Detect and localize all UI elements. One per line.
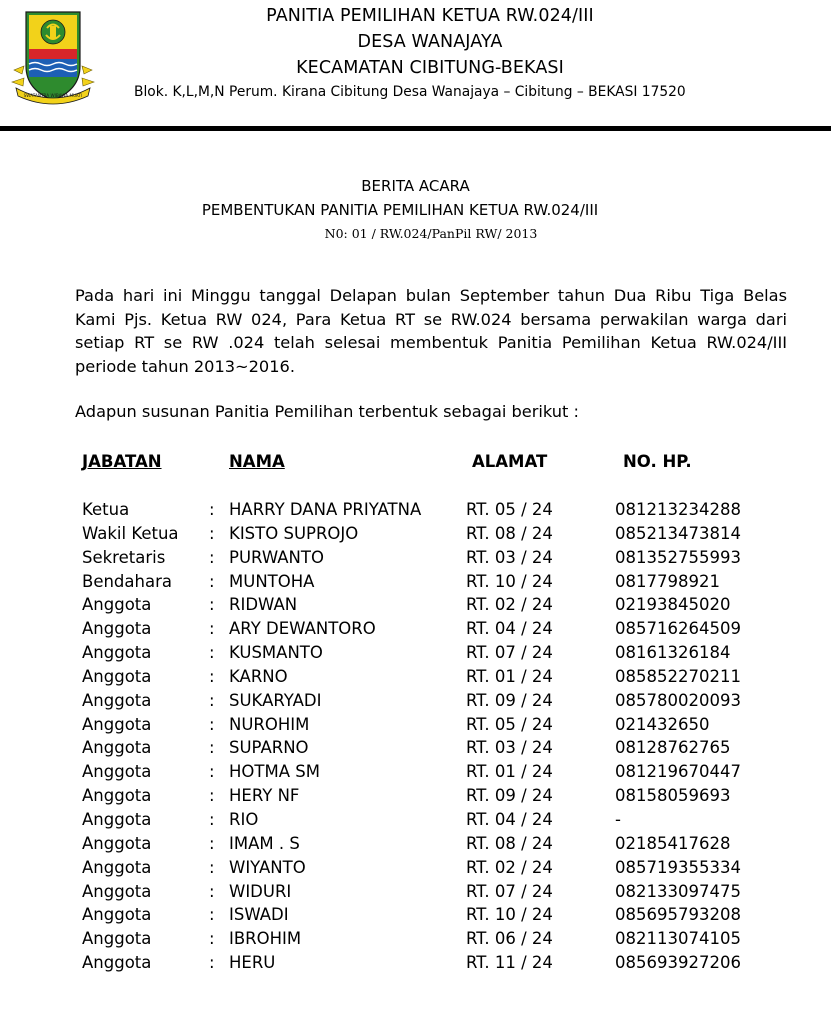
cell-jabatan: Anggota <box>82 881 152 901</box>
cell-nama: ISWADI <box>229 905 289 925</box>
cell-separator: : <box>209 619 215 639</box>
cell-alamat: RT. 05 / 24 <box>466 714 553 734</box>
cell-alamat: RT. 07 / 24 <box>466 643 553 663</box>
header-line-1: PANITIA PEMILIHAN KETUA RW.024/III <box>266 6 594 26</box>
cell-jabatan: Bendahara <box>82 571 172 591</box>
cell-alamat: RT. 04 / 24 <box>466 619 553 639</box>
cell-nama: SUPARNO <box>229 738 309 758</box>
cell-nama: RIDWAN <box>229 595 298 615</box>
cell-separator: : <box>209 786 215 806</box>
cell-nama: KARNO <box>229 666 288 686</box>
cell-hp: 085693927206 <box>615 953 741 973</box>
cell-nama: IBROHIM <box>229 929 302 949</box>
table-row <box>0 689 831 713</box>
cell-nama: IMAM . S <box>229 833 300 853</box>
table-row <box>0 760 831 784</box>
cell-nama: MUNTOHA <box>229 571 315 591</box>
cell-hp: 081219670447 <box>615 762 741 782</box>
table-row <box>0 880 831 904</box>
cell-separator: : <box>209 714 215 734</box>
cell-jabatan: Anggota <box>82 809 152 829</box>
cell-separator: : <box>209 953 215 973</box>
cell-alamat: RT. 08 / 24 <box>466 523 553 543</box>
cell-nama: KUSMANTO <box>229 643 323 663</box>
table-row <box>0 927 831 951</box>
column-header-jabatan: JABATAN <box>82 452 162 471</box>
cell-jabatan: Wakil Ketua <box>82 523 179 543</box>
cell-separator: : <box>209 929 215 949</box>
cell-jabatan: Anggota <box>82 786 152 806</box>
cell-hp: 02193845020 <box>615 595 731 615</box>
cell-hp: 08128762765 <box>615 738 731 758</box>
cell-jabatan: Anggota <box>82 595 152 615</box>
cell-separator: : <box>209 547 215 567</box>
table-row <box>0 856 831 880</box>
column-header-nama: NAMA <box>229 452 285 471</box>
cell-alamat: RT. 07 / 24 <box>466 881 553 901</box>
table-row <box>0 665 831 689</box>
cell-nama: HERU <box>229 953 276 973</box>
logo-motto: SWATANTRA WIBAWA MUKTI <box>23 93 83 98</box>
cell-nama: PURWANTO <box>229 547 324 567</box>
cell-jabatan: Anggota <box>82 905 152 925</box>
cell-jabatan: Anggota <box>82 857 152 877</box>
column-header-alamat: ALAMAT <box>472 452 548 471</box>
cell-alamat: RT. 08 / 24 <box>466 833 553 853</box>
cell-alamat: RT. 11 / 24 <box>466 953 553 973</box>
cell-hp: 081213234288 <box>615 500 741 519</box>
cell-jabatan: Anggota <box>82 643 152 663</box>
intro-text: Adapun susunan Panitia Pemilihan terbentuk sebagai berikut : <box>75 402 579 421</box>
table-row <box>0 522 831 546</box>
cell-hp: 02185417628 <box>615 833 731 853</box>
cell-hp: 082133097475 <box>615 881 741 901</box>
table-row <box>0 713 831 737</box>
cell-jabatan: Sekretaris <box>82 547 166 567</box>
cell-nama: HOTMA SM <box>229 762 320 782</box>
cell-separator: : <box>209 881 215 901</box>
cell-hp: 085780020093 <box>615 690 741 710</box>
cell-hp: 021432650 <box>615 714 710 734</box>
header-line-3: KECAMATAN CIBITUNG-BEKASI <box>296 58 564 78</box>
cell-jabatan: Anggota <box>82 714 152 734</box>
cell-alamat: RT. 10 / 24 <box>466 571 553 591</box>
cell-separator: : <box>209 905 215 925</box>
table-row <box>0 593 831 617</box>
cell-jabatan: Anggota <box>82 929 152 949</box>
table-row <box>0 808 831 832</box>
cell-hp: 085719355334 <box>615 857 741 877</box>
cell-jabatan: Ketua <box>82 500 130 519</box>
document-title: BERITA ACARA <box>361 177 470 195</box>
cell-jabatan: Anggota <box>82 619 152 639</box>
cell-separator: : <box>209 666 215 686</box>
cell-separator: : <box>209 595 215 615</box>
cell-nama: NUROHIM <box>229 714 310 734</box>
cell-alamat: RT. 02 / 24 <box>466 857 553 877</box>
table-row <box>0 570 831 594</box>
cell-hp: 085695793208 <box>615 905 741 925</box>
cell-alamat: RT. 02 / 24 <box>466 595 553 615</box>
cell-hp: 08161326184 <box>615 643 731 663</box>
table-row <box>0 951 831 975</box>
cell-hp: 0817798921 <box>615 571 720 591</box>
table-row <box>0 498 831 522</box>
cell-alamat: RT. 10 / 24 <box>466 905 553 925</box>
table-row <box>0 546 831 570</box>
cell-jabatan: Anggota <box>82 690 152 710</box>
column-header-hp: NO. HP. <box>623 452 692 471</box>
header-line-2: DESA WANAJAYA <box>357 32 503 52</box>
cell-hp: 082113074105 <box>615 929 741 949</box>
table-row <box>0 903 831 927</box>
cell-nama: ARY DEWANTORO <box>229 619 376 639</box>
document-number: N0: 01 / RW.024/PanPil RW/ 2013 <box>324 226 538 241</box>
cell-alamat: RT. 01 / 24 <box>466 762 553 782</box>
cell-alamat: RT. 09 / 24 <box>466 786 553 806</box>
header-divider <box>0 126 831 131</box>
cell-separator: : <box>209 857 215 877</box>
cell-nama: SUKARYADI <box>229 690 322 710</box>
cell-alamat: RT. 04 / 24 <box>466 809 553 829</box>
cell-hp: 081352755993 <box>615 547 741 567</box>
table-row <box>0 832 831 856</box>
cell-jabatan: Anggota <box>82 666 152 686</box>
cell-separator: : <box>209 643 215 663</box>
cell-jabatan: Anggota <box>82 762 152 782</box>
cell-separator: : <box>209 523 215 543</box>
cell-hp: 085852270211 <box>615 666 741 686</box>
cell-nama: WIDURI <box>229 881 292 901</box>
cell-nama: RIO <box>229 809 259 829</box>
table-row <box>0 641 831 665</box>
cell-alamat: RT. 03 / 24 <box>466 738 553 758</box>
table-row <box>0 736 831 760</box>
cell-separator: : <box>209 738 215 758</box>
committee-table <box>0 498 831 975</box>
cell-hp: 085716264509 <box>615 619 741 639</box>
document-subtitle: PEMBENTUKAN PANITIA PEMILIHAN KETUA RW.024/III <box>201 201 599 219</box>
cell-hp: - <box>615 809 621 829</box>
cell-hp: 085213473814 <box>615 523 741 543</box>
cell-alamat: RT. 05 / 24 <box>466 500 553 519</box>
cell-separator: : <box>209 690 215 710</box>
cell-separator: : <box>209 833 215 853</box>
cell-nama: HERY NF <box>229 786 300 806</box>
cell-separator: : <box>209 571 215 591</box>
cell-alamat: RT. 03 / 24 <box>466 547 553 567</box>
cell-jabatan: Anggota <box>82 738 152 758</box>
cell-nama: WIYANTO <box>229 857 306 877</box>
cell-alamat: RT. 01 / 24 <box>466 666 553 686</box>
cell-alamat: RT. 09 / 24 <box>466 690 553 710</box>
body-paragraph: Pada hari ini Minggu tanggal Delapan bulan September tahun Dua Ribu Tiga Belas Kami Pjs. Ketua RW 024, Para Ketua RT se RW.024 bersama perwakilan warga dari setiap RT se RW .024 telah selesai membentuk Panitia Pemilihan Ketua RW.024/III periode tahun 2013~2016. <box>75 286 787 376</box>
cell-separator: : <box>209 500 215 519</box>
cell-hp: 08158059693 <box>615 786 731 806</box>
cell-jabatan: Anggota <box>82 833 152 853</box>
cell-separator: : <box>209 809 215 829</box>
cell-alamat: RT. 06 / 24 <box>466 929 553 949</box>
table-row <box>0 617 831 641</box>
cell-nama: KISTO SUPROJO <box>229 523 359 543</box>
table-row <box>0 784 831 808</box>
cell-jabatan: Anggota <box>82 953 152 973</box>
cell-nama: HARRY DANA PRIYATNA <box>229 500 422 519</box>
bekasi-regency-logo <box>10 8 96 108</box>
header-address: Blok. K,L,M,N Perum. Kirana Cibitung Desa Wanajaya – Cibitung – BEKASI 17520 <box>134 84 686 100</box>
cell-separator: : <box>209 762 215 782</box>
